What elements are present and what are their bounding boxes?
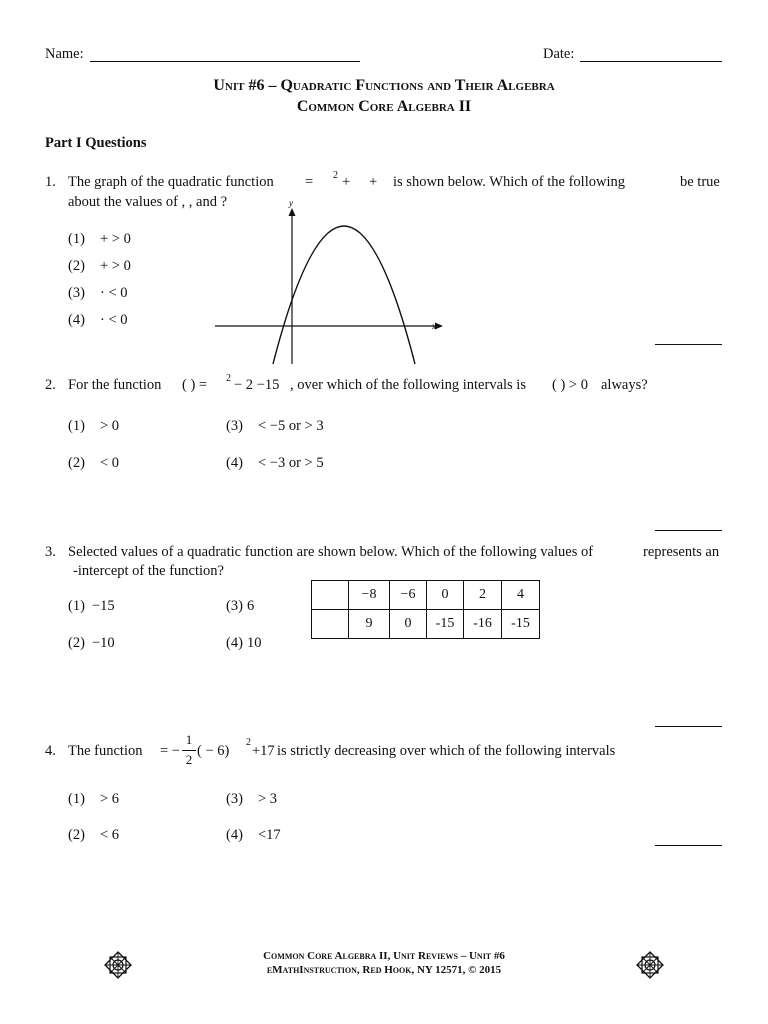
- q3-option-3-expr: 6: [247, 598, 255, 614]
- q2-option-4-expr: < −3 or > 5: [258, 455, 324, 471]
- q1-option-4-expr: · < 0: [100, 312, 128, 328]
- q3-option-2-expr: −10: [92, 635, 115, 651]
- q4-eq: = −: [160, 743, 180, 759]
- table-cell: −8: [349, 581, 390, 610]
- course-title: Common Core Algebra II: [296, 98, 472, 115]
- name-blank[interactable]: [90, 61, 360, 62]
- q2-cond: ( ) > 0: [552, 377, 588, 393]
- date-blank[interactable]: [580, 61, 722, 62]
- q4-option-2-label[interactable]: (2): [68, 827, 85, 843]
- q4-frac-den: 2: [185, 752, 193, 767]
- ornament-right-icon: [636, 951, 664, 979]
- footer-line-1: Common Core Algebra II, Unit Reviews – Unit #6: [263, 950, 505, 962]
- x-axis-arrow: [435, 323, 443, 330]
- q1-text-a: The graph of the quadratic function: [68, 174, 274, 190]
- q2-option-3-expr: < −5 or > 3: [258, 418, 324, 434]
- q3-option-4-expr: 10: [247, 635, 262, 651]
- table-cell: -16: [464, 610, 502, 639]
- footer-line-2: eMathInstruction, Red Hook, NY 12571, © 2015: [266, 964, 502, 976]
- table-cell: 2: [464, 581, 502, 610]
- q3-text-b: represents an: [643, 544, 720, 560]
- q1-option-4-label[interactable]: (4): [68, 312, 85, 328]
- q3-option-3-label[interactable]: (3): [226, 598, 243, 614]
- q4-sup: 2: [246, 737, 251, 748]
- q2-answer-blank[interactable]: [655, 530, 722, 531]
- y-axis-arrow: [289, 208, 296, 216]
- q2-text-b: , over which of the following intervals is: [290, 377, 526, 393]
- q3-option-1-expr: −15: [92, 598, 115, 614]
- q3-answer-blank[interactable]: [655, 726, 722, 727]
- table-cell: -15: [427, 610, 464, 639]
- q2-option-4-label[interactable]: (4): [226, 455, 243, 471]
- q2-text-c: always?: [601, 377, 648, 393]
- q4-option-2-expr: < 6: [100, 827, 120, 843]
- q2-option-2-label[interactable]: (2): [68, 455, 85, 471]
- q4-text-b: is strictly decreasing over which of the following intervals: [277, 743, 616, 759]
- table-row: [312, 610, 540, 639]
- q4-expr-c: +17: [252, 743, 275, 759]
- q2-option-1-expr: > 0: [100, 418, 120, 434]
- q2-option-2-expr: < 0: [100, 455, 120, 471]
- q2-option-3-label[interactable]: (3): [226, 418, 243, 434]
- q2-option-1-label[interactable]: (1): [68, 418, 85, 434]
- q4-answer-blank[interactable]: [655, 845, 722, 846]
- table-cell: 0: [427, 581, 464, 610]
- q2-text-a: For the function: [68, 377, 162, 393]
- q4-text-a: The function: [68, 743, 143, 759]
- q4-expr-b: ( − 6): [197, 743, 230, 759]
- part-heading: Part I Questions: [45, 135, 147, 151]
- y-axis-label: y: [289, 198, 293, 208]
- q1-eq-sign: =: [305, 174, 314, 190]
- q1-option-3-expr: · < 0: [100, 285, 128, 301]
- q1-line2: about the values of , , and ?: [68, 194, 228, 210]
- q1-option-3-label[interactable]: (3): [68, 285, 85, 301]
- table-cell: 4: [502, 581, 540, 610]
- q1-answer-blank[interactable]: [655, 344, 722, 345]
- q1-plus2: +: [369, 174, 378, 190]
- q1-plus1: +: [342, 174, 351, 190]
- q4-option-1-label[interactable]: (1): [68, 791, 85, 807]
- q1-option-1-expr: + > 0: [100, 231, 131, 247]
- q2-func-expr: ( ) =: [182, 377, 208, 393]
- table-cell: [312, 610, 349, 639]
- q4-option-4-expr: <17: [258, 827, 281, 843]
- q3-option-4-label[interactable]: (4): [226, 635, 243, 651]
- q1-text-b: is shown below. Which of the following: [393, 174, 625, 190]
- q3-number: 3.: [45, 544, 56, 560]
- table-cell: 0: [390, 610, 427, 639]
- table-cell: 9: [349, 610, 390, 639]
- q1-option-2-expr: + > 0: [100, 258, 131, 274]
- table-cell: -15: [502, 610, 540, 639]
- q1-option-2-label[interactable]: (2): [68, 258, 85, 274]
- q1-text-c: be true: [680, 174, 720, 190]
- q2-number: 2.: [45, 377, 56, 393]
- q4-option-4-label[interactable]: (4): [226, 827, 243, 843]
- q1-number: 1.: [45, 174, 56, 190]
- unit-title: Unit #6 – Quadratic Functions and Their Algebra: [213, 77, 555, 94]
- q4-option-3-expr: > 3: [258, 791, 278, 807]
- q4-number: 4.: [45, 743, 56, 759]
- name-label: Name:: [45, 46, 84, 62]
- x-axis-label: x: [432, 321, 436, 331]
- q1-sup: 2: [333, 170, 338, 181]
- date-label: Date:: [543, 46, 575, 62]
- q4-option-1-expr: > 6: [100, 791, 120, 807]
- parabola-curve: [273, 226, 415, 364]
- table-cell: [312, 581, 349, 610]
- q2-poly-rest: − 2 −15: [234, 377, 280, 393]
- q3-text-a: Selected values of a quadratic function are shown below. Which of the following values of: [68, 544, 594, 560]
- q2-sup: 2: [226, 373, 231, 384]
- q3-line2: -intercept of the function?: [73, 563, 224, 579]
- table-row: [312, 581, 540, 610]
- parabola-graph: [215, 198, 445, 368]
- q4-frac-num: 1: [185, 732, 193, 747]
- q3-option-1-label[interactable]: (1): [68, 598, 85, 614]
- q3-option-2-label[interactable]: (2): [68, 635, 85, 651]
- q4-option-3-label[interactable]: (3): [226, 791, 243, 807]
- table-cell: −6: [390, 581, 427, 610]
- values-table: [311, 580, 540, 639]
- q1-option-1-label[interactable]: (1): [68, 231, 85, 247]
- q4-frac-bar: [182, 750, 196, 751]
